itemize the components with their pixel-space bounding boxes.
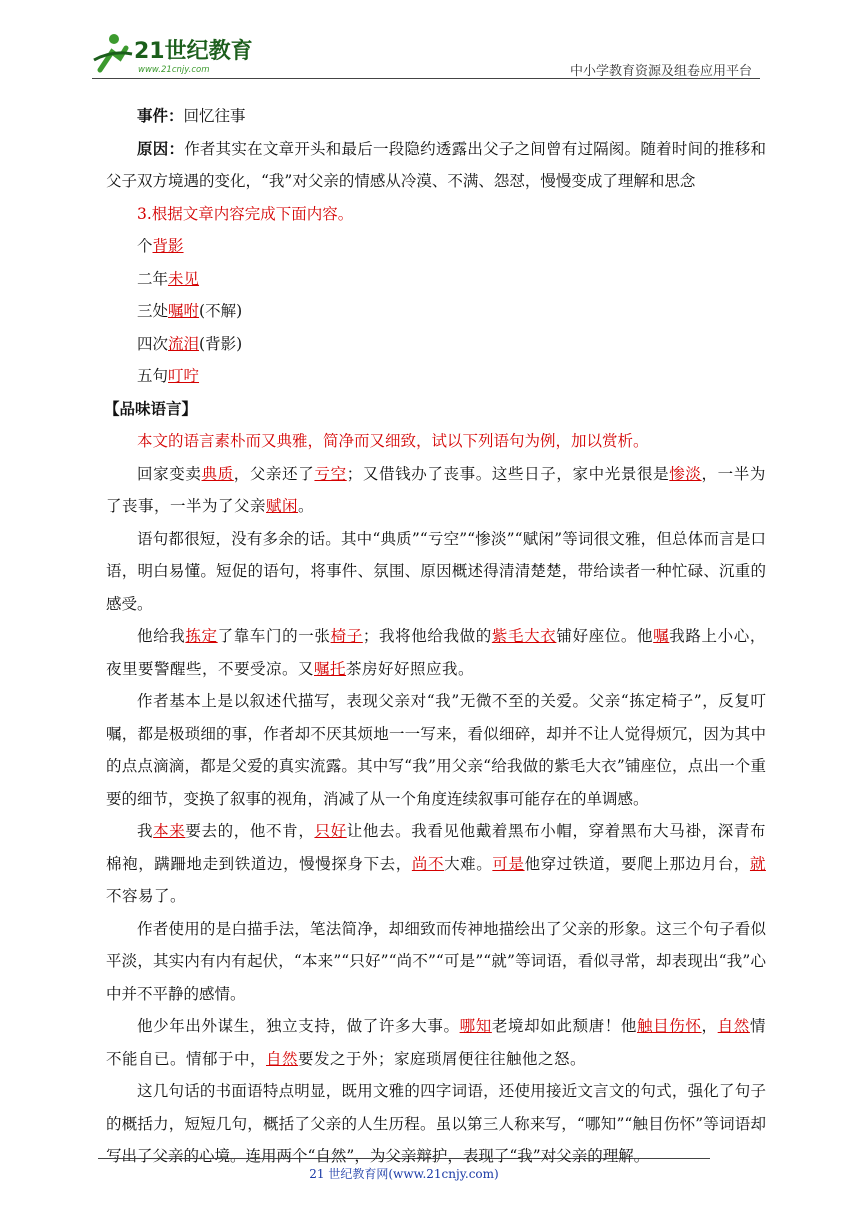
- page-footer: [98, 1158, 710, 1182]
- quote-3: 我本来要去的，他不肯，只好让他去。我看见他戴着黑布小帽，穿着黑布大马褂，深青布棉袍，蹒跚地走到铁道边，慢慢探身下去，尚不大难。可是他穿过铁道，要爬上那边月台，就不容易了。: [106, 822, 766, 905]
- quote-2: 他给我拣定了靠车门的一张椅子；我将他给我做的紫毛大衣铺好座位。他嘱我路上小心，夜里要警醒些，不要受凉。又嘱托茶房好好照应我。: [106, 627, 766, 678]
- analysis-1: 语句都很短，没有多余的话。其中“典质”“亏空”“惨淡”“赋闲”等词很文雅，但总体而言是口语，明白易懂。短促的语句，将事件、氛围、原因概述得清清楚楚，带给读者一种忙碌、沉重的感受。: [106, 529, 766, 613]
- analysis-3: 作者使用的是白描手法，笔法简净，却细致而传神地描绘出了父亲的形象。这三个句子看似平淡，其实内有内有起伏，“本来”“只好”“尚不”“可是”“就”等词语，看似寻常，却表现出“我”心中并不平静的感情。: [106, 919, 766, 1003]
- logo-icon: [92, 30, 262, 76]
- logo-url: www.21cnjy.com: [138, 65, 210, 75]
- footer-link[interactable]: 21 世纪教育网(www.21cnjy.com): [309, 1167, 499, 1181]
- answer: 叮咛: [168, 367, 200, 385]
- quote-4: 他少年出外谋生，独立支持，做了许多大事。哪知老境却如此颓唐！他触目伤怀，自然情不能自已。情郁于中，自然要发之于外；家庭琐屑便往往触他之怒。: [106, 1017, 766, 1068]
- answer: 背影: [152, 237, 184, 255]
- logo-text: 21世纪教育: [134, 39, 253, 64]
- platform-name: 中小学教育资源及组卷应用平台: [569, 64, 752, 79]
- page-header: [92, 30, 760, 80]
- reason-paragraph: 原因：作者其实在文章开头和最后一段隐约透露出父子之间曾有过隔阂。随着时间的推移和父子双方境遇的变化，“我”对父亲的情感从冷漠、不满、怨怼，慢慢变成了理解和思念: [106, 138, 766, 190]
- header-divider: [92, 78, 760, 79]
- event-line: 事件：回忆往事: [137, 106, 246, 125]
- fill-item: 四次流泪(背影): [137, 334, 243, 353]
- analysis-2: 作者基本上是以叙述代描写，表现父亲对“我”无微不至的关爱。父亲“拣定椅子”，反复叮嘱，都是极琐细的事，作者却不厌其烦地一一写来，看似细碎，却并不让人觉得烦冗，因为其中的点点滴滴，都是父爱的真实流露。其中写“我”用父亲“给我做的紫毛大衣”铺座位，点出一个重要的细节，变换了叙事的视角，消减了从一个角度连续叙事可能存在的单调感。: [106, 692, 766, 808]
- footer-divider: [98, 1158, 710, 1159]
- fill-item: 个背影: [137, 237, 184, 255]
- answer: 嘱咐: [168, 302, 200, 320]
- analysis-4: 这几句话的书面语特点明显，既用文雅的四字词语，还使用接近文言文的句式，强化了句子的概括力，短短几句，概括了父亲的人生历程。虽以第三人称来写，“哪知”“触目伤怀”等词语却写出了父亲的心境。连用两个“自然”，为父亲辩护，表现了“我”对父亲的理解。: [106, 1082, 766, 1165]
- section-title: 【品味语言】: [104, 398, 198, 418]
- section-intro: 本文的语言素朴而又典雅，简净而又细致，试以下列语句为例，加以赏析。: [137, 432, 649, 450]
- fill-item: 五句叮咛: [137, 367, 200, 385]
- answer: 流泪: [168, 334, 200, 353]
- answer: 未见: [168, 269, 200, 288]
- quote-1: 回家变卖典质，父亲还了亏空；又借钱办了丧事。这些日子，家中光景很是惨淡，一半为了丧事，一半为了父亲赋闲。: [106, 464, 766, 515]
- fill-item: 三处嘱咐(不解): [137, 302, 243, 320]
- document-body: [106, 100, 766, 1173]
- fill-item: 二年未见: [137, 269, 200, 288]
- question-3: 3.根据文章内容完成下面内容。: [137, 204, 354, 223]
